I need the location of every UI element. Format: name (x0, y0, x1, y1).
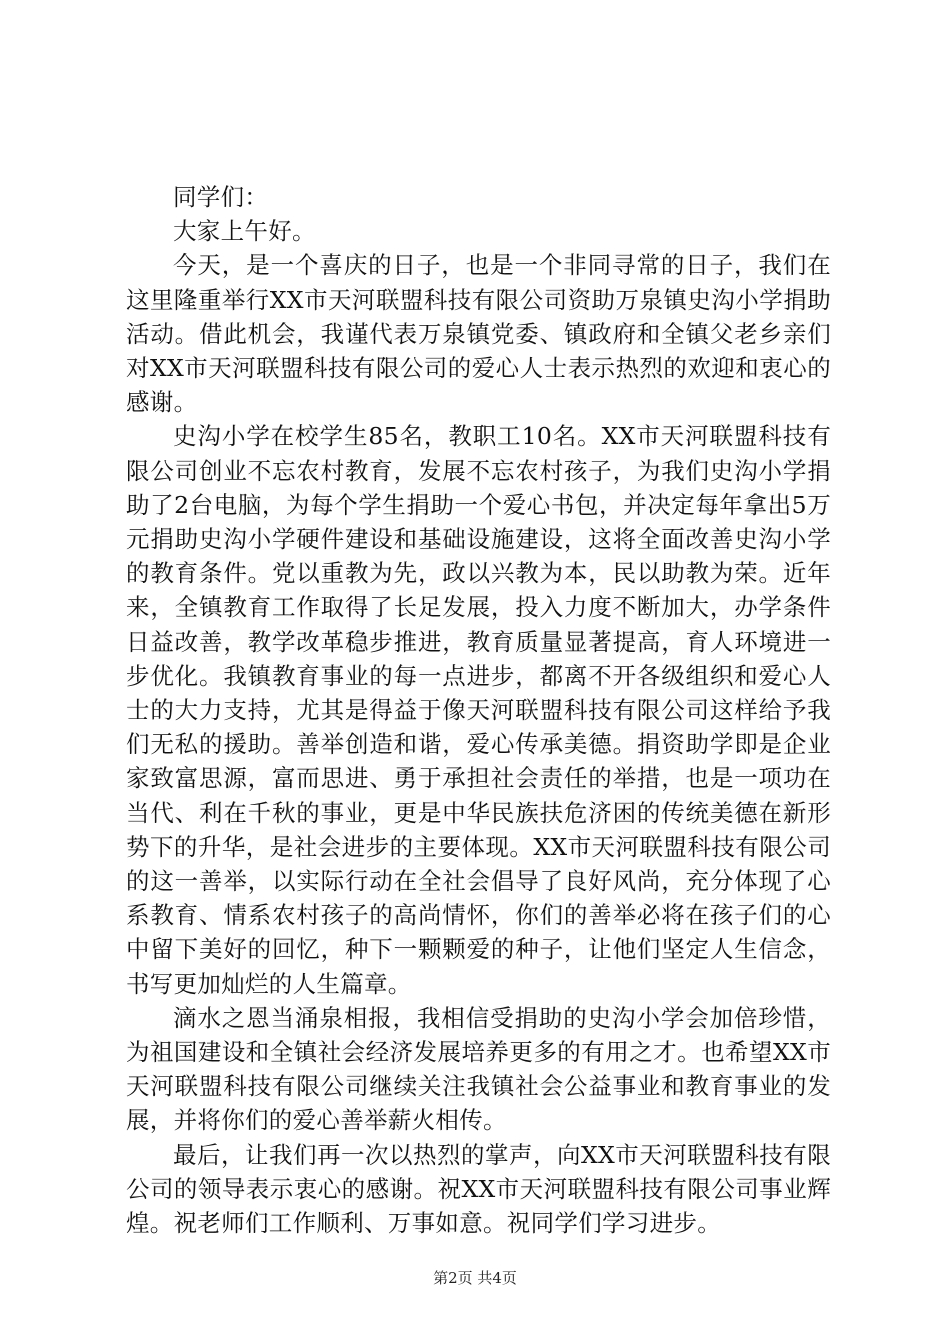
page-number-footer: 第2页 共4页 (433, 1269, 517, 1287)
paragraph-hope: 滴水之恩当涌泉相报，我相信受捐助的史沟小学会加倍珍惜，为祖国建设和全镇社会经济发展培养更多的有用之才。也希望XX市天河联盟科技有限公司继续关注我镇社会公益事业和教育事业的发展，并将你们的爱心善举薪火相传。 (126, 1003, 831, 1135)
speech-body (126, 180, 831, 1240)
paragraph-donation-details: 史沟小学在校学生85名，教职工10名。XX市天河联盟科技有限公司创业不忘农村教育，发展不忘农村孩子，为我们史沟小学捐助了2台电脑，为每个学生捐助一个爱心书包，并决定每年拿出5万元捐助史沟小学硬件建设和基础设施建设，这将全面改善史沟小学的教育条件。党以重教为先，政以兴教为本，民以助教为荣。近年来，全镇教育工作取得了长足发展，投入力度不断加大，办学条件日益改善，教学改革稳步推进，教育质量显著提高，育人环境进一步优化。我镇教育事业的每一点进步，都离不开各级组织和爱心人士的大力支持，尤其是得益于像天河联盟科技有限公司这样给予我们无私的援助。善举创造和谐，爱心传承美德。捐资助学即是企业家致富思源，富而思进、勇于承担社会责任的举措，也是一项功在当代、利在千秋的事业，更是中华民族扶危济困的传统美德在新形势下的升华，是社会进步的主要体现。XX市天河联盟科技有限公司的这一善举，以实际行动在全社会倡导了良好风尚，充分体现了心系教育、情系农村孩子的高尚情怀，你们的善举必将在孩子们的心中留下美好的回忆，种下一颗颗爱的种子，让他们坚定人生信念，书写更加灿烂的人生篇章。 (126, 422, 831, 998)
greeting: 大家上午好。 (173, 217, 316, 246)
paragraph-opening: 今天，是一个喜庆的日子，也是一个非同寻常的日子，我们在这里隆重举行XX市天河联盟科技有限公司资助万泉镇史沟小学捐助活动。借此机会，我谨代表万泉镇党委、镇政府和全镇父老乡亲们对XX市天河联盟科技有限公司的爱心人士表示热烈的欢迎和衷心的感谢。 (126, 251, 831, 417)
paragraph-closing: 最后，让我们再一次以热烈的掌声，向XX市天河联盟科技有限公司的领导表示衷心的感谢。祝XX市天河联盟科技有限公司事业辉煌。祝老师们工作顺利、万事如意。祝同学们学习进步。 (126, 1140, 831, 1238)
salutation: 同学们： (173, 183, 269, 211)
